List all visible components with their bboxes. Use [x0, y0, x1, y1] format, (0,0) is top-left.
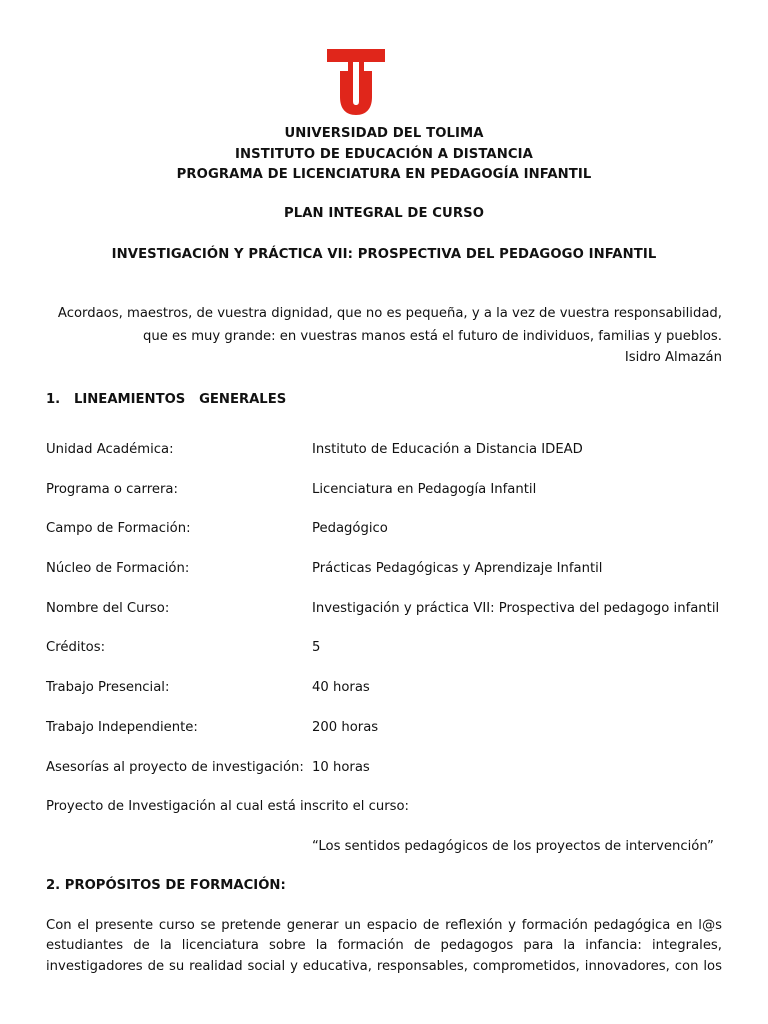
- field-value: Instituto de Educación a Distancia IDEAD: [312, 442, 583, 457]
- field-label: Núcleo de Formación:: [46, 561, 190, 576]
- field-label: Unidad Académica:: [46, 442, 174, 457]
- quote-line-2: que es muy grande: en vuestras manos está el futuro de individuos, familias y pueblos.: [142, 329, 722, 344]
- university-logo-icon: [327, 49, 385, 123]
- field-value: Prácticas Pedagógicas y Aprendizaje Infantil: [312, 561, 603, 576]
- quote-author: Isidro Almazán: [624, 350, 722, 365]
- field-value: 10 horas: [312, 760, 370, 775]
- field-value: Pedagógico: [312, 521, 388, 536]
- paragraph-line: Con el presente curso se pretende generar un espacio de reflexión y formación pedagógica en l@s: [46, 918, 722, 933]
- plan-title: PLAN INTEGRAL DE CURSO: [283, 206, 485, 221]
- quote-line-1: Acordaos, maestros, de vuestra dignidad, que no es pequeña, y a la vez de vuestra responsabilidad,: [57, 306, 722, 321]
- project-label: Proyecto de Investigación al cual está inscrito el curso:: [46, 799, 410, 814]
- program-name: PROGRAMA DE LICENCIATURA EN PEDAGOGÍA INFANTIL: [176, 167, 592, 182]
- paragraph-line: investigadores de su realidad social y educativa, responsables, comprometidos, innovadores, con los: [46, 959, 722, 974]
- field-value: Investigación y práctica VII: Prospectiva del pedagogo infantil: [312, 601, 720, 616]
- field-value: Licenciatura en Pedagogía Infantil: [312, 482, 537, 497]
- field-label: Trabajo Presencial:: [46, 680, 170, 695]
- paragraph-line: estudiantes de la licenciatura sobre la formación de pedagogos para la infancia: integrales,: [46, 938, 722, 953]
- section-2-heading: 2. PROPÓSITOS DE FORMACIÓN:: [46, 878, 286, 893]
- field-label: Nombre del Curso:: [46, 601, 170, 616]
- field-value: 5: [312, 640, 321, 655]
- field-label: Programa o carrera:: [46, 482, 178, 497]
- institute-name: INSTITUTO DE EDUCACIÓN A DISTANCIA: [235, 147, 533, 162]
- field-value: 40 horas: [312, 680, 370, 695]
- field-label: Trabajo Independiente:: [46, 720, 198, 735]
- section-1-heading: 1. LINEAMIENTOS GENERALES: [46, 392, 287, 407]
- field-value: 200 horas: [312, 720, 379, 735]
- field-label: Campo de Formación:: [46, 521, 191, 536]
- project-value: “Los sentidos pedagógicos de los proyectos de intervención”: [312, 839, 714, 854]
- course-title: INVESTIGACIÓN Y PRÁCTICA VII: PROSPECTIVA DEL PEDAGOGO INFANTIL: [111, 247, 657, 262]
- university-name: UNIVERSIDAD DEL TOLIMA: [284, 126, 484, 141]
- field-label: Asesorías al proyecto de investigación:: [46, 760, 304, 775]
- field-label: Créditos:: [46, 640, 106, 655]
